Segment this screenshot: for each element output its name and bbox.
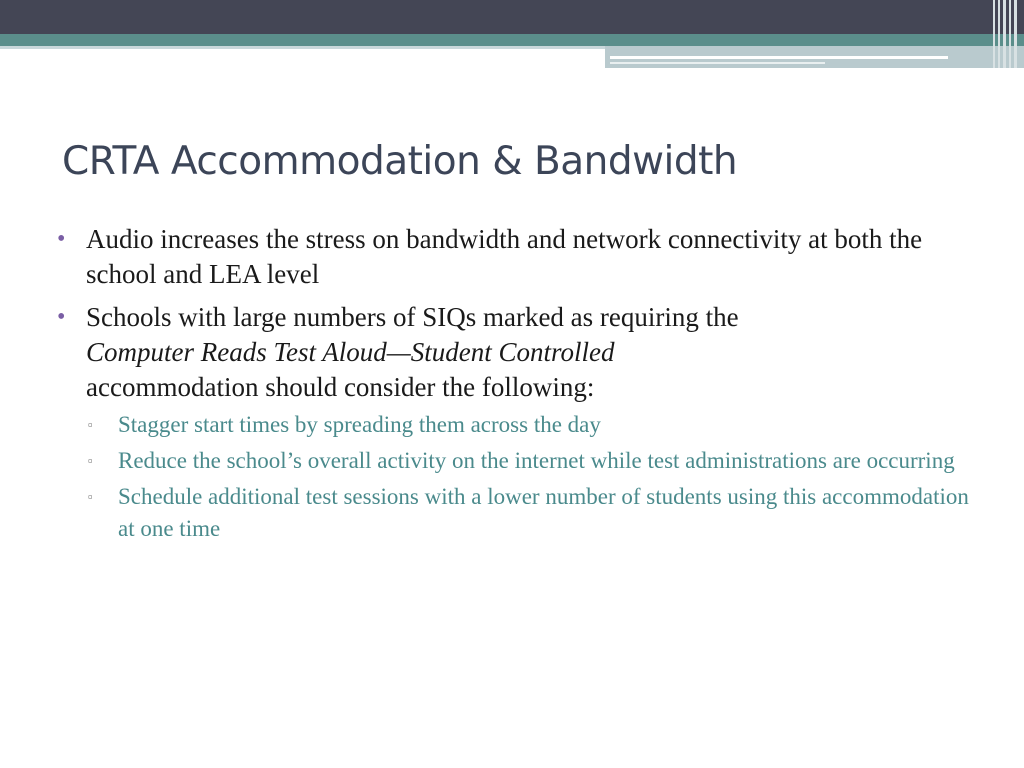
slide-title: CRTA Accommodation & Bandwidth [62, 139, 738, 184]
square-bullet-icon: ▫ [88, 453, 93, 468]
bullet-text-italic: Computer Reads Test Aloud—Student Controlled [86, 337, 615, 367]
bullet-item [54, 300, 984, 545]
sub-bullet-list [86, 409, 984, 545]
sub-bullet-item [86, 445, 984, 477]
sub-bullet-text: Reduce the school’s overall activity on the internet while test administrations are occurring [118, 448, 955, 473]
sub-bullet-text: Schedule additional test sessions with a lower number of students using this accommodation at one time [118, 484, 969, 541]
sub-bullet-text: Stagger start times by spreading them across the day [118, 412, 601, 437]
header-deco-line [610, 56, 948, 59]
bullet-list [54, 222, 984, 545]
header-dark-band [0, 0, 1024, 34]
square-bullet-icon: ▫ [88, 417, 93, 432]
bullet-text-end: accommodation should consider the following: [86, 372, 595, 402]
bullet-item [54, 222, 984, 292]
header-light-band [0, 46, 605, 49]
sub-bullet-item [86, 481, 984, 545]
sub-bullet-item [86, 409, 984, 441]
stripe [998, 0, 1000, 68]
round-bullet-icon: • [57, 304, 66, 330]
bullet-text-start: Schools with large numbers of SIQs marked as requiring the [86, 302, 739, 332]
round-bullet-icon: • [57, 226, 66, 252]
header-deco-line [610, 62, 825, 64]
bullet-text: Audio increases the stress on bandwidth and network connectivity at both the school and LEA level [86, 224, 923, 289]
stripe [1003, 0, 1006, 68]
stripe [1009, 0, 1011, 68]
stripe [1014, 0, 1017, 68]
slide-body [54, 222, 984, 553]
header-teal-band [0, 34, 1024, 46]
stripe [993, 0, 995, 68]
vertical-stripes-decoration [993, 0, 1024, 68]
square-bullet-icon: ▫ [88, 489, 93, 504]
